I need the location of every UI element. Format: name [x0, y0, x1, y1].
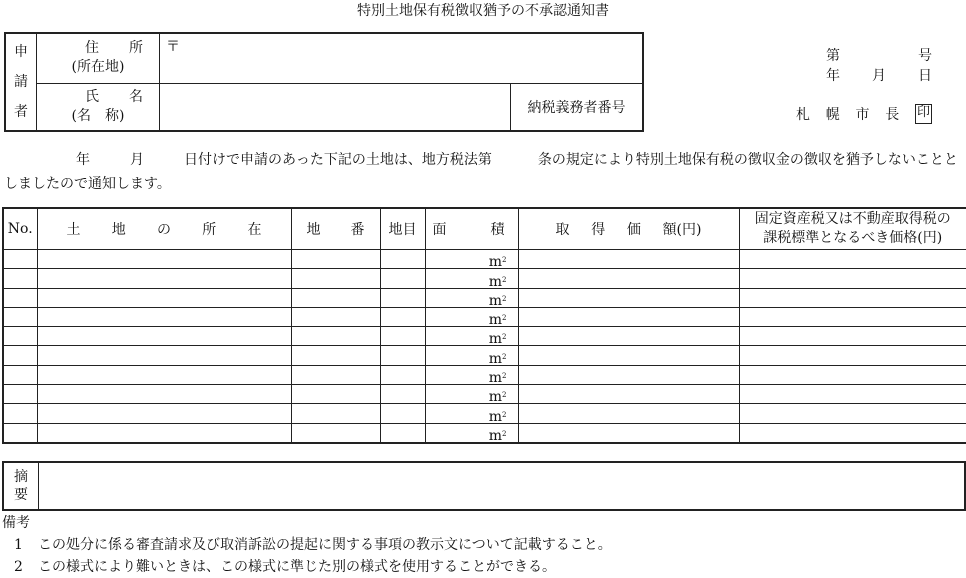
- taxpayer-number-field[interactable]: [514, 106, 642, 132]
- row-category-cell[interactable]: [380, 423, 425, 443]
- row-no-cell[interactable]: [3, 385, 37, 404]
- issue-date: 年 月 日: [826, 68, 932, 84]
- row-price-cell[interactable]: [518, 423, 739, 443]
- row-category-cell[interactable]: [380, 385, 425, 404]
- row-standard-cell[interactable]: [739, 250, 966, 269]
- land-table: [2, 207, 966, 444]
- area-unit: m: [488, 370, 503, 387]
- address-label: 住 所 (所在地): [37, 33, 160, 83]
- row-standard-cell[interactable]: [739, 404, 966, 423]
- row-no-cell[interactable]: [3, 269, 37, 288]
- row-lot-cell[interactable]: [291, 327, 380, 346]
- row-standard-cell[interactable]: [739, 269, 966, 288]
- row-no-cell[interactable]: [3, 250, 37, 269]
- land-row: [3, 346, 966, 365]
- row-location-cell[interactable]: [37, 423, 291, 443]
- row-standard-cell[interactable]: [739, 327, 966, 346]
- col-location: 土 地 の 所 在: [37, 208, 291, 250]
- land-row: [3, 385, 966, 404]
- row-price-cell[interactable]: [518, 307, 739, 326]
- row-location-cell[interactable]: [37, 346, 291, 365]
- name-field[interactable]: [160, 83, 511, 131]
- document-number: 第 号: [826, 48, 932, 64]
- name-label: 氏 名 (名 称): [37, 83, 160, 131]
- remarks-label: 摘 要: [3, 462, 39, 510]
- col-acquisition-price: 取 得 価 額(円): [518, 208, 739, 250]
- row-location-cell[interactable]: [37, 365, 291, 384]
- row-lot-cell[interactable]: [291, 346, 380, 365]
- row-no-cell[interactable]: [3, 423, 37, 443]
- row-standard-cell[interactable]: [739, 385, 966, 404]
- row-standard-cell[interactable]: [739, 423, 966, 443]
- row-area-cell[interactable]: [425, 346, 518, 365]
- row-price-cell[interactable]: [518, 288, 739, 307]
- row-lot-cell[interactable]: [291, 365, 380, 384]
- row-area-cell[interactable]: [425, 307, 518, 329]
- row-area-cell[interactable]: [425, 385, 518, 404]
- postal-mark: 〒: [166, 39, 180, 55]
- taxpayer-number-label: 納税義務者番号: [511, 83, 644, 131]
- area-unit: m: [488, 350, 503, 367]
- land-row: [3, 288, 966, 307]
- col-no: No.: [3, 208, 37, 250]
- row-no-cell[interactable]: [3, 288, 37, 307]
- row-area-cell[interactable]: [425, 288, 518, 307]
- row-location-cell[interactable]: [37, 327, 291, 346]
- area-unit-exponent: 2: [502, 352, 507, 361]
- mayor-signature: 札 幌 市 長 印: [796, 105, 930, 123]
- row-no-cell[interactable]: [3, 404, 37, 423]
- row-category-cell[interactable]: [380, 288, 425, 307]
- area-unit: m: [488, 331, 503, 348]
- row-price-cell[interactable]: [518, 327, 739, 346]
- row-area-cell[interactable]: [425, 269, 518, 288]
- land-row: [3, 404, 966, 423]
- row-category-cell[interactable]: [380, 404, 425, 423]
- row-category-cell[interactable]: [380, 327, 425, 346]
- row-price-cell[interactable]: [518, 269, 739, 288]
- col-taxable-standard: 固定資産税又は不動産取得税の 課税標準となるべき価格(円): [739, 208, 966, 250]
- col-category: 地目: [380, 208, 425, 250]
- remarks-table: [2, 461, 966, 511]
- row-location-cell[interactable]: [37, 288, 291, 307]
- notice-text: 年 月 日付けで申請のあった下記の土地は、地方税法第 条の規定により特別土地保有税の徴収金の徴収を猶予しないことと しましたので通知します。: [4, 152, 958, 192]
- row-category-cell[interactable]: [380, 269, 425, 288]
- land-row: [3, 423, 966, 443]
- land-row: [3, 327, 966, 346]
- row-area-cell[interactable]: [425, 423, 518, 443]
- row-category-cell[interactable]: [380, 250, 425, 269]
- row-no-cell[interactable]: [3, 346, 37, 365]
- row-area-cell[interactable]: [425, 250, 518, 269]
- row-category-cell[interactable]: [380, 346, 425, 365]
- row-area-cell[interactable]: [425, 365, 518, 387]
- row-no-cell[interactable]: [3, 307, 37, 326]
- row-standard-cell[interactable]: [739, 288, 966, 307]
- area-unit-exponent: 2: [502, 256, 507, 265]
- area-unit-exponent: 2: [502, 410, 507, 419]
- row-standard-cell[interactable]: [739, 307, 966, 326]
- seal-mark: 印: [915, 104, 932, 124]
- row-location-cell[interactable]: [37, 404, 291, 423]
- row-lot-cell[interactable]: [291, 288, 380, 307]
- row-location-cell[interactable]: [37, 385, 291, 404]
- area-unit: m: [488, 254, 503, 271]
- area-unit-exponent: 2: [502, 391, 507, 400]
- land-row: [3, 269, 966, 288]
- row-lot-cell[interactable]: [291, 250, 380, 269]
- row-price-cell[interactable]: [518, 404, 739, 423]
- area-unit: m: [488, 312, 503, 329]
- row-no-cell[interactable]: [3, 327, 37, 346]
- row-category-cell[interactable]: [380, 307, 425, 326]
- notes: [2, 512, 612, 578]
- area-unit: m: [488, 389, 503, 406]
- land-row: [3, 365, 966, 384]
- area-unit-exponent: 2: [502, 275, 507, 284]
- row-price-cell[interactable]: [518, 250, 739, 269]
- col-lot-number: 地 番: [291, 208, 380, 250]
- row-area-cell[interactable]: [425, 404, 518, 423]
- row-lot-cell[interactable]: [291, 423, 380, 443]
- area-unit: m: [488, 292, 503, 309]
- row-price-cell[interactable]: [518, 365, 739, 384]
- area-unit-exponent: 2: [502, 314, 507, 323]
- row-location-cell[interactable]: [37, 269, 291, 288]
- row-category-cell[interactable]: [380, 365, 425, 384]
- area-unit: m: [488, 273, 503, 290]
- remarks-field[interactable]: [39, 462, 966, 510]
- row-lot-cell[interactable]: [291, 269, 380, 288]
- area-unit: m: [488, 427, 503, 444]
- address-field[interactable]: [160, 33, 644, 83]
- area-unit-exponent: 2: [502, 333, 507, 342]
- row-price-cell[interactable]: [518, 385, 739, 404]
- row-area-cell[interactable]: [425, 327, 518, 346]
- document-title: 特別土地保有税徴収猶予の不承認通知書: [357, 3, 609, 19]
- row-lot-cell[interactable]: [291, 385, 380, 404]
- land-row: [3, 307, 966, 326]
- row-standard-cell[interactable]: [739, 346, 966, 365]
- area-unit-exponent: 2: [502, 294, 507, 303]
- row-location-cell[interactable]: [37, 250, 291, 269]
- area-unit-exponent: 2: [502, 372, 507, 381]
- land-row: [3, 250, 966, 269]
- row-price-cell[interactable]: [518, 346, 739, 365]
- row-no-cell[interactable]: [3, 365, 37, 384]
- row-standard-cell[interactable]: [739, 365, 966, 384]
- area-unit-exponent: 2: [502, 429, 507, 438]
- note-item: 2 この様式により難いときは、この様式に準じた別の様式を使用することができる。: [14, 559, 556, 575]
- area-unit: m: [488, 408, 503, 425]
- applicant-group-label: 申 請 者: [5, 33, 37, 131]
- row-lot-cell[interactable]: [291, 404, 380, 423]
- col-area: 面 積: [425, 208, 518, 250]
- row-lot-cell[interactable]: [291, 307, 380, 326]
- note-item: 1 この処分に係る審査請求及び取消訴訟の提起に関する事項の教示文について記載すること。: [14, 537, 612, 553]
- notes-heading: 備考: [2, 515, 30, 531]
- row-location-cell[interactable]: [37, 307, 291, 326]
